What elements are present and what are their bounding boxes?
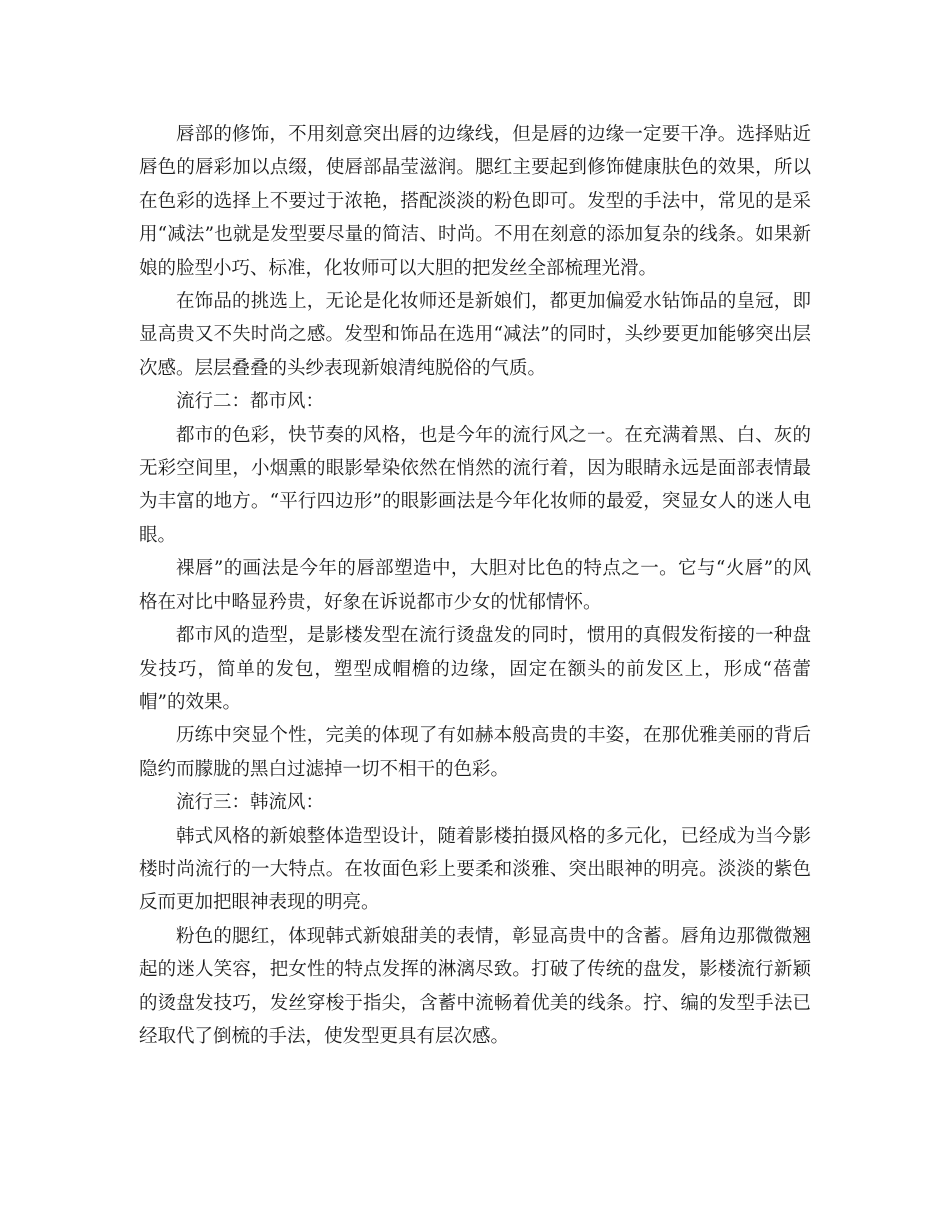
paragraph-lip-makeup: 唇部的修饰，不用刻意突出唇的边缘线，但是唇的边缘一定要干净。选择贴近唇色的唇彩加以点缀，使唇部晶莹滋润。腮红主要起到修饰健康肤色的效果，所以在色彩的选择上不要过于浓艳，搭配淡淡的粉色即可。发型的手法中，常见的是采用“减法”也就是发型要尽量的简洁、时尚。不用在刻意的添加复杂的线条。如果新娘的脸型小巧、标准，化妆师可以大胆的把发丝全部梳理光滑。 <box>139 124 811 279</box>
paragraph-individuality: 历练中突显个性，完美的体现了有如赫本般高贵的丰姿，在那优雅美丽的背后隐约而朦胧的黑白过滤掉一切不相干的色彩。 <box>139 725 811 780</box>
paragraph-accessories: 在饰品的挑选上，无论是化妆师还是新娘们，都更加偏爱水钻饰品的皇冠，即显高贵又不失时尚之感。发型和饰品在选用“减法”的同时，头纱要更加能够突出层次感。层层叠叠的头纱表现新娘清纯脱俗的气质。 <box>139 291 811 379</box>
paragraph-korean-blush: 粉色的腮红，体现韩式新娘甜美的表情，彰显高贵中的含蓄。唇角边那微微翘起的迷人笑容，把女性的特点发挥的淋漓尽致。打破了传统的盘发，影楼流行新颖的烫盘发技巧，发丝穿梭于指尖，含蓄中流畅着优美的线条。拧、编的发型手法已经取代了倒梳的手法，使发型更具有层次感。 <box>139 925 811 1047</box>
section-heading-urban-style: 流行二：都市风： <box>176 391 325 413</box>
paragraph-korean-design: 韩式风格的新娘整体造型设计，随着影楼拍摄风格的多元化，已经成为当今影楼时尚流行的一大特点。在妆面色彩上要柔和淡雅、突出眼神的明亮。淡淡的紫色反而更加把眼神表现的明亮。 <box>139 825 811 914</box>
document-page <box>139 118 811 1053</box>
section-heading-korean-style: 流行三：韩流风： <box>176 792 325 814</box>
paragraph-nude-lips: 裸唇”的画法是今年的唇部塑造中，大胆对比色的特点之一。它与“火唇”的风格在对比中略显矜贵，好象在诉说都市少女的忧郁情怀。 <box>139 558 811 613</box>
paragraph-urban-colors: 都市的色彩，快节奏的风格，也是今年的流行风之一。在充满着黑、白、灰的无彩空间里，小烟熏的眼影晕染依然在悄然的流行着，因为眼睛永远是面部表情最为丰富的地方。“平行四边形”的眼影画法是今年化妆师的最爱，突显女人的迷人电眼。 <box>139 424 811 546</box>
paragraph-urban-hairstyle: 都市风的造型，是影楼发型在流行烫盘发的同时，惯用的真假发衔接的一种盘发技巧，简单的发包，塑型成帽檐的边缘，固定在额头的前发区上，形成“蓓蕾帽”的效果。 <box>139 625 811 713</box>
